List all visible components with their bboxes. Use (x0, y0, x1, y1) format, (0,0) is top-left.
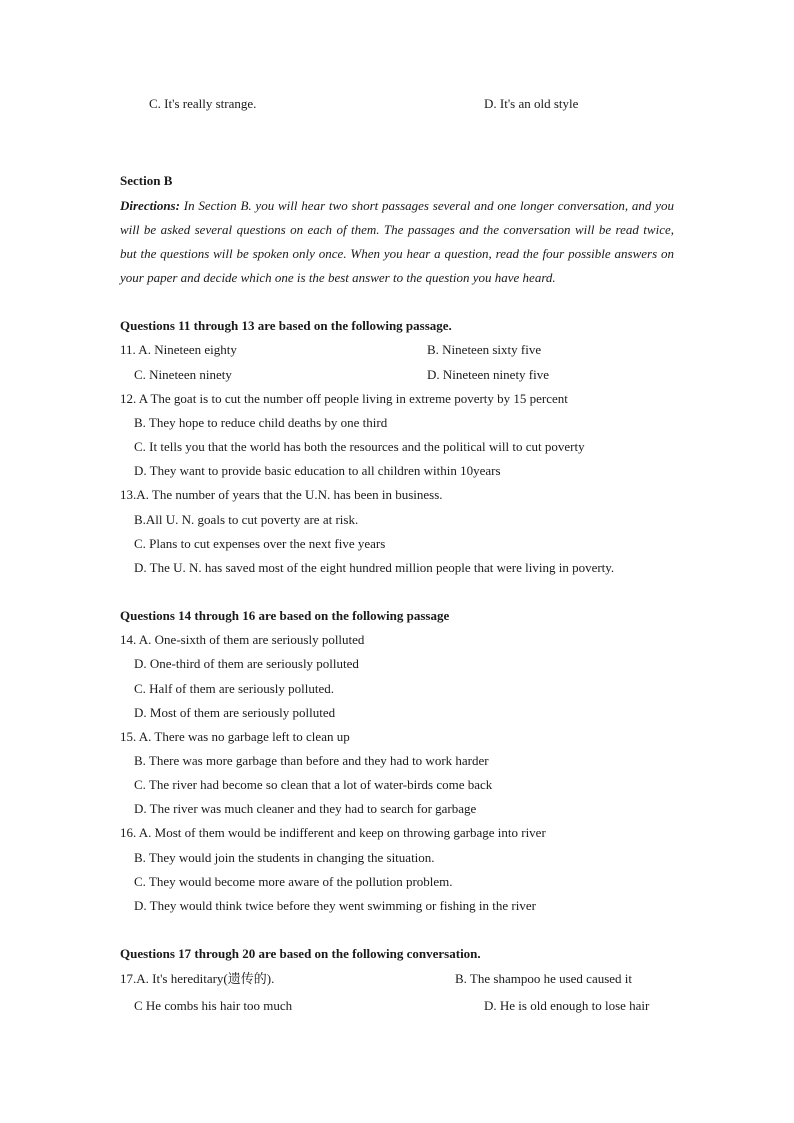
q12-option-d: D. They want to provide basic education to all children within 10years (134, 463, 501, 478)
directions-text: In Section B. you will hear two short passages several and one longer conversation, and you will be asked several questions on each of them. The passages and the conversation will be read twice, but the questions will be spoken only once. When you hear a question, read the four possible answers on your paper and decide which one is the best answer to the question you have heard. (120, 198, 674, 285)
q12-option-b: B. They hope to reduce child deaths by one third (134, 415, 388, 430)
q12-option-a: 12. A The goat is to cut the number off people living in extreme poverty by 15 percent (120, 391, 568, 406)
q16-option-d: D. They would think twice before they went swimming or fishing in the river (134, 898, 536, 913)
q17-option-d: D. He is old enough to lose hair (484, 998, 650, 1013)
q11-option-c: C. Nineteen ninety (134, 367, 232, 382)
q13-option-c: C. Plans to cut expenses over the next five years (134, 536, 386, 551)
q15-option-a: 15. A. There was no garbage left to clean up (120, 729, 350, 744)
q12-option-c: C. It tells you that the world has both the resources and the political will to cut poverty (134, 439, 585, 454)
q15-option-b: B. There was more garbage than before and they had to work harder (134, 753, 489, 768)
q15-option-c: C. The river had become so clean that a lot of water-birds come back (134, 777, 493, 792)
q14-option-c: C. Half of them are seriously polluted. (134, 681, 335, 696)
q16-option-b: B. They would join the students in changing the situation. (134, 850, 435, 865)
q16-option-a: 16. A. Most of them would be indifferent and keep on throwing garbage into river (120, 825, 546, 840)
q13-option-b: B.All U. N. goals to cut poverty are at risk. (134, 512, 359, 527)
q13-option-a: 13.A. The number of years that the U.N. has been in business. (120, 487, 443, 502)
q14-option-d: D. Most of them are seriously polluted (134, 705, 336, 720)
group-heading-17-20: Questions 17 through 20 are based on the following conversation. (120, 946, 481, 961)
q11-option-a: 11. A. Nineteen eighty (120, 342, 237, 357)
q11-option-d: D. Nineteen ninety five (427, 367, 550, 382)
option-c-text: C. It's really strange. (149, 96, 257, 111)
section-heading: Section B (120, 173, 173, 188)
directions-paragraph (120, 194, 674, 290)
directions-label: Directions: (120, 198, 180, 213)
q14-option-a: 14. A. One-sixth of them are seriously polluted (120, 632, 365, 647)
q16-option-c: C. They would become more aware of the pollution problem. (134, 874, 453, 889)
q17-option-b: B. The shampoo he used caused it (455, 971, 633, 986)
q13-option-d: D. The U. N. has saved most of the eight hundred million people that were living in poverty. (134, 560, 615, 575)
group-heading-11-13: Questions 11 through 13 are based on the following passage. (120, 318, 452, 333)
option-d-text: D. It's an old style (484, 96, 579, 111)
q15-option-d: D. The river was much cleaner and they had to search for garbage (134, 801, 477, 816)
q11-option-b: B. Nineteen sixty five (427, 342, 542, 357)
q14-option-b: D. One-third of them are seriously polluted (134, 656, 359, 671)
q17-option-a: 17.A. It's hereditary(遗传的). (120, 971, 275, 986)
group-heading-14-16: Questions 14 through 16 are based on the following passage (120, 608, 450, 623)
q17-option-c: C He combs his hair too much (134, 998, 293, 1013)
